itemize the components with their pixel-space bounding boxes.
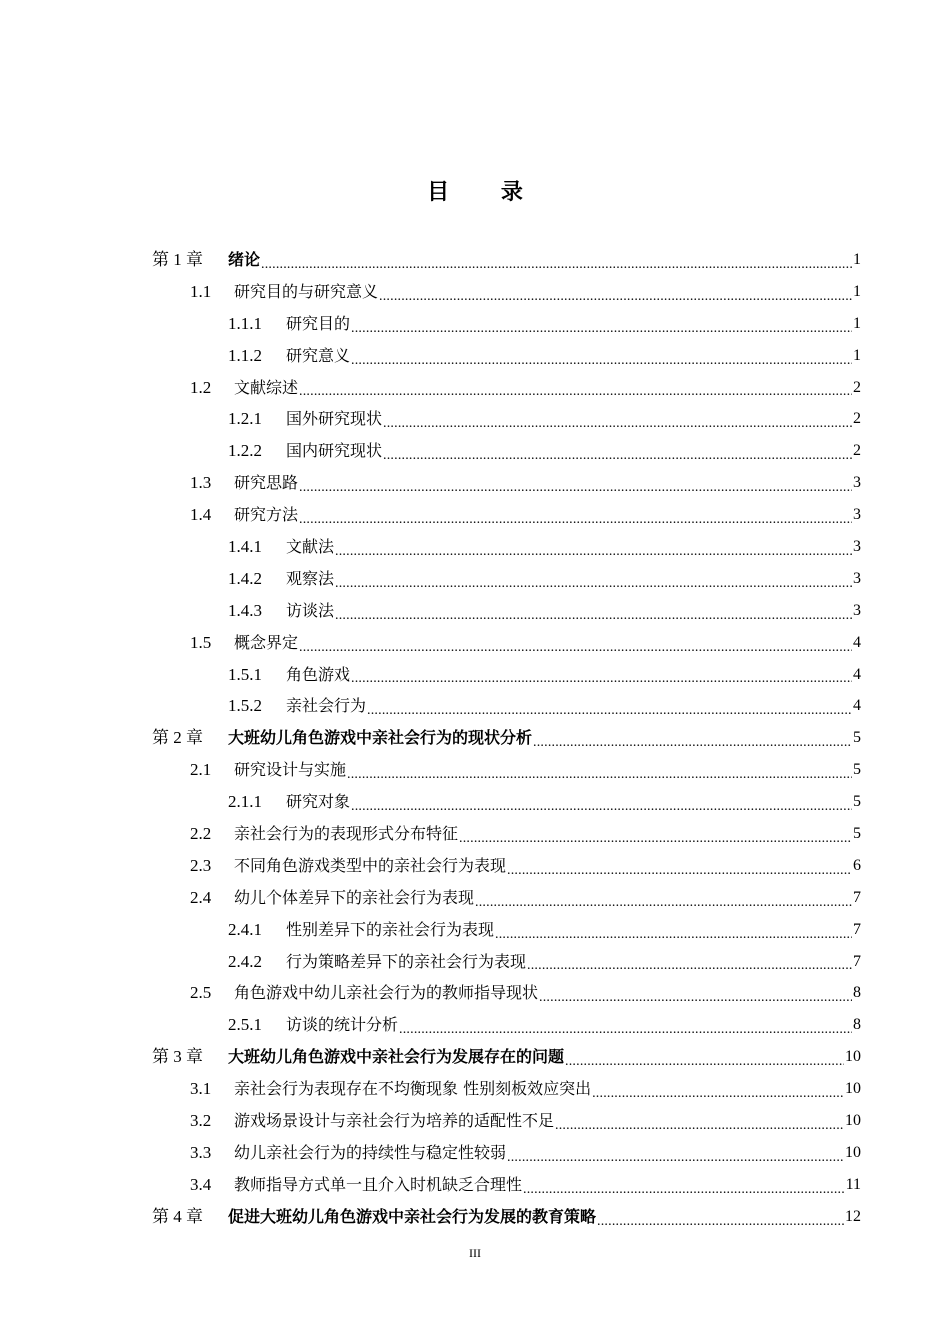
toc-entry-page-number: 7 [853, 920, 861, 938]
toc-dot-leader [367, 702, 852, 722]
toc-entry-title: 研究设计与实施 [234, 760, 347, 780]
toc-entry-number: 第 1 章 [152, 249, 203, 269]
toc-dot-leader [597, 1213, 844, 1233]
toc-entry-page-number: 5 [853, 824, 861, 842]
toc-entry-title: 行为策略差异下的亲社会行为表现 [286, 951, 527, 971]
toc-entry-title: 绪论 [228, 249, 261, 269]
toc-chapter-entry[interactable] [152, 1041, 861, 1073]
toc-dot-leader [383, 415, 852, 435]
toc-dot-leader [507, 1149, 844, 1169]
toc-section-entry[interactable] [152, 1137, 861, 1169]
toc-entry-number: 2.5.1 [228, 1015, 262, 1035]
toc-subsection-entry[interactable] [152, 786, 861, 818]
toc-entry-number: 3.2 [190, 1110, 212, 1130]
page-number-footer: III [469, 1246, 481, 1260]
toc-section-entry[interactable] [152, 1169, 861, 1201]
toc-dot-leader [299, 639, 852, 659]
toc-dot-leader [459, 830, 852, 850]
toc-entry-page-number: 3 [853, 537, 861, 555]
toc-entry-page-number: 10 [845, 1111, 861, 1129]
toc-dot-leader [379, 288, 852, 308]
toc-entry-title: 观察法 [286, 568, 335, 588]
toc-dot-leader [335, 575, 852, 595]
toc-entry-number: 1.2.2 [228, 441, 262, 461]
toc-entry-page-number: 2 [853, 378, 861, 396]
toc-dot-leader [565, 1053, 844, 1073]
toc-entry-title: 亲社会行为的表现形式分布特征 [234, 823, 459, 843]
toc-entry-page-number: 3 [853, 569, 861, 587]
toc-subsection-entry[interactable] [152, 595, 861, 627]
toc-entry-number: 第 2 章 [152, 728, 203, 748]
toc-entry-number: 2.3 [190, 855, 212, 875]
toc-dot-leader [592, 1085, 844, 1105]
toc-dot-leader [383, 447, 852, 467]
toc-entry-number: 2.4.1 [228, 919, 262, 939]
toc-entry-page-number: 8 [853, 984, 861, 1002]
toc-section-entry[interactable] [152, 499, 861, 531]
toc-entry-title: 亲社会行为 [286, 696, 367, 716]
toc-entry-title: 文献法 [286, 536, 335, 556]
toc-entry-page-number: 1 [853, 346, 861, 364]
toc-dot-leader [475, 894, 852, 914]
toc-section-entry[interactable] [152, 850, 861, 882]
toc-entry-page-number: 4 [853, 697, 861, 715]
toc-entry-title: 国外研究现状 [286, 409, 383, 429]
toc-entry-page-number: 5 [853, 761, 861, 779]
toc-entry-page-number: 1 [853, 282, 861, 300]
toc-entry-title: 国内研究现状 [286, 441, 383, 461]
toc-entry-page-number: 1 [853, 314, 861, 332]
toc-entry-page-number: 5 [853, 793, 861, 811]
toc-entry-number: 1.4.2 [228, 568, 262, 588]
toc-subsection-entry[interactable] [152, 403, 861, 435]
toc-entry-title: 研究思路 [234, 473, 299, 493]
toc-title: 目 录 [427, 180, 545, 205]
toc-entry-page-number: 2 [853, 442, 861, 460]
toc-entry-title: 访谈法 [286, 600, 335, 620]
toc-dot-leader [523, 1181, 845, 1201]
toc-entry-page-number: 3 [853, 506, 861, 524]
toc-entry-number: 3.3 [190, 1142, 212, 1162]
toc-entry-title: 研究对象 [286, 792, 351, 812]
toc-section-entry[interactable] [152, 1073, 861, 1105]
toc-entry-number: 2.5 [190, 983, 212, 1003]
toc-entry-page-number: 10 [845, 1080, 861, 1098]
toc-subsection-entry[interactable] [152, 531, 861, 563]
toc-subsection-entry[interactable] [152, 1009, 861, 1041]
toc-entry-page-number: 8 [853, 1016, 861, 1034]
toc-section-entry[interactable] [152, 627, 861, 659]
toc-entry-number: 1.1.2 [228, 345, 262, 365]
toc-entry-number: 2.4.2 [228, 951, 262, 971]
toc-entry-page-number: 3 [853, 601, 861, 619]
toc-subsection-entry[interactable] [152, 914, 861, 946]
toc-entry-title: 性别差异下的亲社会行为表现 [286, 919, 495, 939]
toc-entry-number: 2.4 [190, 887, 212, 907]
toc-entry-title: 研究意义 [286, 345, 351, 365]
toc-section-entry[interactable] [152, 1105, 861, 1137]
toc-dot-leader [527, 957, 852, 977]
toc-entry-title: 研究目的与研究意义 [234, 281, 379, 301]
toc-entry-number: 2.1.1 [228, 792, 262, 812]
toc-subsection-entry[interactable] [152, 435, 861, 467]
toc-entry-number: 3.1 [190, 1079, 212, 1099]
toc-entry-number: 3.4 [190, 1174, 212, 1194]
toc-dot-leader [351, 670, 852, 690]
toc-dot-leader [351, 320, 852, 340]
toc-dot-leader [299, 479, 852, 499]
toc-entry-title: 教师指导方式单一且介入时机缺乏合理性 [234, 1174, 523, 1194]
toc-dot-leader [495, 926, 852, 946]
toc-subsection-entry[interactable] [152, 308, 861, 340]
toc-entry-number: 1.1.1 [228, 313, 262, 333]
toc-entry-page-number: 1 [853, 250, 861, 268]
toc-entry-page-number: 10 [845, 1048, 861, 1066]
toc-section-entry[interactable] [152, 467, 861, 499]
toc-entry-page-number: 5 [853, 729, 861, 747]
toc-dot-leader [299, 511, 852, 531]
toc-entry-title: 促进大班幼儿角色游戏中亲社会行为发展的教育策略 [228, 1206, 597, 1226]
toc-entry-title: 大班幼儿角色游戏中亲社会行为的现状分析 [228, 728, 533, 748]
toc-entry-page-number: 2 [853, 410, 861, 428]
toc-entry-title: 研究方法 [234, 505, 299, 525]
toc-chapter-entry[interactable] [152, 1201, 861, 1233]
toc-section-entry[interactable] [152, 882, 861, 914]
toc-section-entry[interactable] [152, 276, 861, 308]
toc-dot-leader [261, 256, 852, 276]
toc-dot-leader [507, 862, 852, 882]
toc-entry-number: 1.3 [190, 473, 212, 493]
toc-chapter-entry[interactable] [152, 244, 861, 276]
toc-entry-title: 文献综述 [234, 377, 299, 397]
toc-entry-number: 1.4 [190, 505, 212, 525]
toc-entry-page-number: 10 [845, 1143, 861, 1161]
toc-entry-page-number: 3 [853, 474, 861, 492]
toc-dot-leader [351, 352, 852, 372]
toc-entry-page-number: 7 [853, 888, 861, 906]
toc-entry-title: 角色游戏中幼儿亲社会行为的教师指导现状 [234, 983, 539, 1003]
toc-dot-leader [335, 607, 852, 627]
toc-dot-leader [299, 383, 852, 403]
toc-entry-number: 1.2.1 [228, 409, 262, 429]
toc-entry-number: 1.2 [190, 377, 212, 397]
toc-dot-leader [347, 766, 852, 786]
toc-entry-page-number: 12 [845, 1207, 861, 1225]
toc-entry-title: 概念界定 [234, 632, 299, 652]
toc-entry-number: 2.1 [190, 760, 212, 780]
toc-section-entry[interactable] [152, 818, 861, 850]
toc-subsection-entry[interactable] [152, 946, 861, 978]
toc-subsection-entry[interactable] [152, 690, 861, 722]
toc-entry-number: 1.4.3 [228, 600, 262, 620]
toc-entry-title: 访谈的统计分析 [286, 1015, 399, 1035]
table-of-contents [152, 244, 861, 1233]
toc-entry-number: 1.1 [190, 281, 212, 301]
toc-subsection-entry[interactable] [152, 659, 861, 691]
toc-entry-title: 角色游戏 [286, 664, 351, 684]
toc-entry-number: 1.5 [190, 632, 212, 652]
toc-dot-leader [399, 1021, 852, 1041]
toc-entry-page-number: 4 [853, 665, 861, 683]
toc-entry-page-number: 11 [845, 1175, 861, 1193]
toc-section-entry[interactable] [152, 754, 861, 786]
toc-dot-leader [351, 798, 852, 818]
toc-section-entry[interactable] [152, 977, 861, 1009]
toc-subsection-entry[interactable] [152, 563, 861, 595]
toc-dot-leader [335, 543, 852, 563]
toc-entry-title: 亲社会行为表现存在不均衡现象 性别刻板效应突出 [234, 1079, 592, 1099]
toc-dot-leader [533, 734, 852, 754]
toc-entry-title: 幼儿亲社会行为的持续性与稳定性较弱 [234, 1142, 507, 1162]
toc-entry-title: 大班幼儿角色游戏中亲社会行为发展存在的问题 [228, 1047, 565, 1067]
toc-chapter-entry[interactable] [152, 722, 861, 754]
toc-entry-title: 幼儿个体差异下的亲社会行为表现 [234, 887, 475, 907]
toc-entry-number: 1.5.1 [228, 664, 262, 684]
toc-entry-title: 游戏场景设计与亲社会行为培养的适配性不足 [234, 1110, 555, 1130]
toc-entry-title: 不同角色游戏类型中的亲社会行为表现 [234, 855, 507, 875]
toc-entry-title: 研究目的 [286, 313, 351, 333]
toc-entry-number: 1.4.1 [228, 536, 262, 556]
toc-entry-page-number: 7 [853, 952, 861, 970]
toc-subsection-entry[interactable] [152, 340, 861, 372]
toc-entry-number: 2.2 [190, 823, 212, 843]
toc-entry-page-number: 4 [853, 633, 861, 651]
toc-entry-number: 第 4 章 [152, 1206, 203, 1226]
toc-entry-number: 1.5.2 [228, 696, 262, 716]
toc-dot-leader [555, 1117, 844, 1137]
toc-section-entry[interactable] [152, 372, 861, 404]
toc-entry-page-number: 6 [853, 856, 861, 874]
toc-dot-leader [539, 989, 852, 1009]
toc-entry-number: 第 3 章 [152, 1047, 203, 1067]
